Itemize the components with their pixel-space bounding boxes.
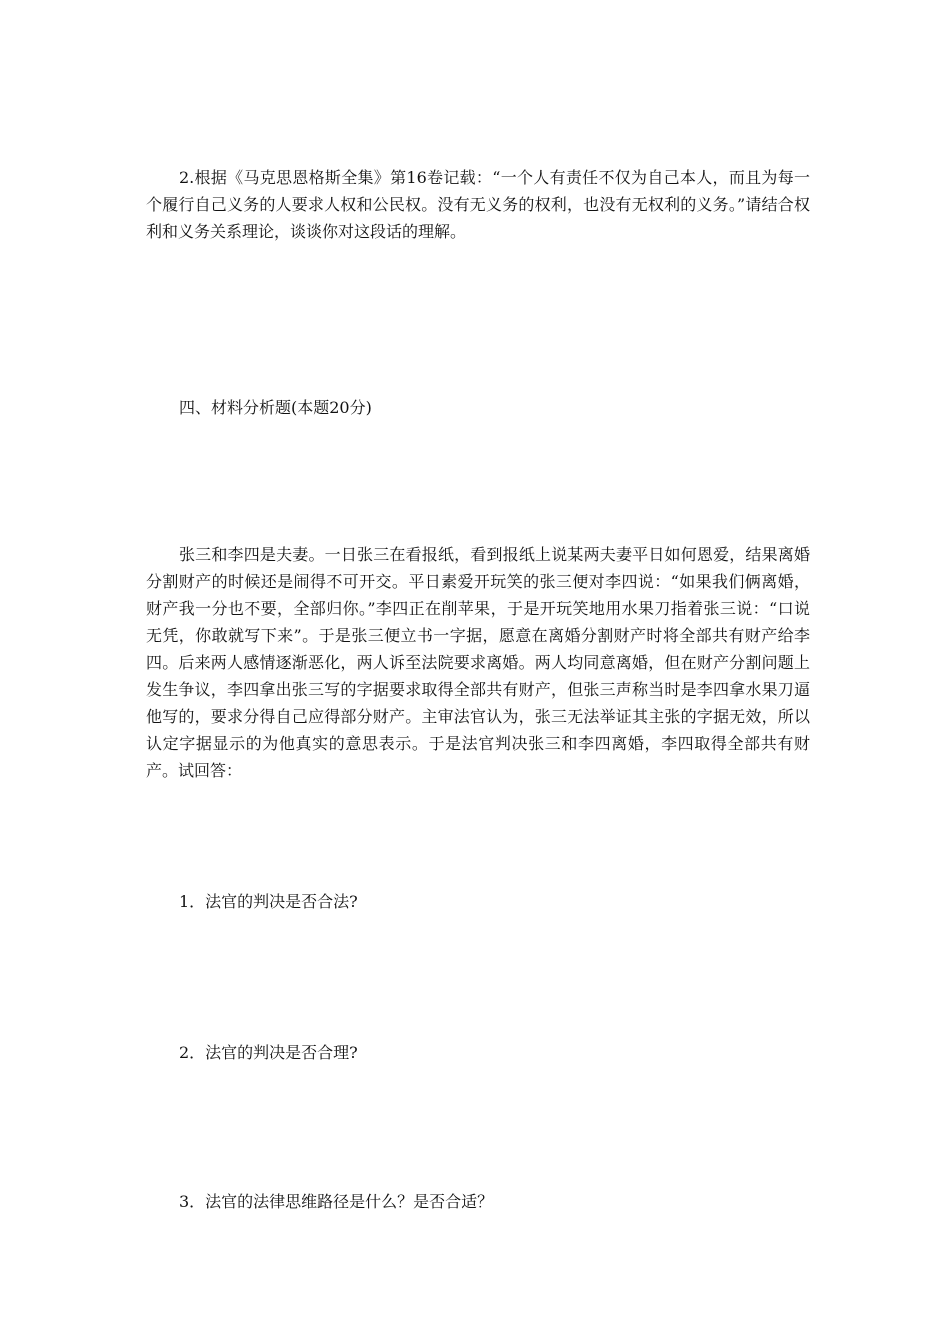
sub-question-2: 2．法官的判决是否合理? xyxy=(179,1043,358,1062)
sub-question-3: 3．法官的法律思维路径是什么？是否合适？ xyxy=(179,1192,494,1211)
sub-question-1: 1．法官的判决是否合法? xyxy=(179,892,358,911)
question-2-paragraph: 2.根据《马克思恩格斯全集》第16卷记载：“一个人有责任不仅为自己本人，而且为每一个履行自己义务的人要求人权和公民权。没有无义务的权利，也没有无权利的义务。”请结合权利和义务关系理论，谈谈你对这段话的理解。 xyxy=(146,168,810,241)
section-4-heading: 四、材料分析题(本题20分) xyxy=(179,398,372,417)
case-material-paragraph: 张三和李四是夫妻。一日张三在看报纸，看到报纸上说某两夫妻平日如何恩爱，结果离婚分割财产的时候还是闹得不可开交。平日素爱开玩笑的张三便对李四说：“如果我们俩离婚，财产我一分也不要，全部归你。”李四正在削苹果，于是开玩笑地用水果刀指着张三说：“口说无凭，你敢就写下来”。于是张三便立书一字据，愿意在离婚分割财产时将全部共有财产给李四。后来两人感情逐渐恶化，两人诉至法院要求离婚。两人均同意离婚，但在财产分割问题上发生争议，李四拿出张三写的字据要求取得全部共有财产，但张三声称当时是李四拿水果刀逼他写的，要求分得自己应得部分财产。主审法官认为，张三无法举证其主张的字据无效，所以认定字据显示的为他真实的意思表示。于是法官判决张三和李四离婚，李四取得全部共有财产。试回答： xyxy=(146,545,810,780)
